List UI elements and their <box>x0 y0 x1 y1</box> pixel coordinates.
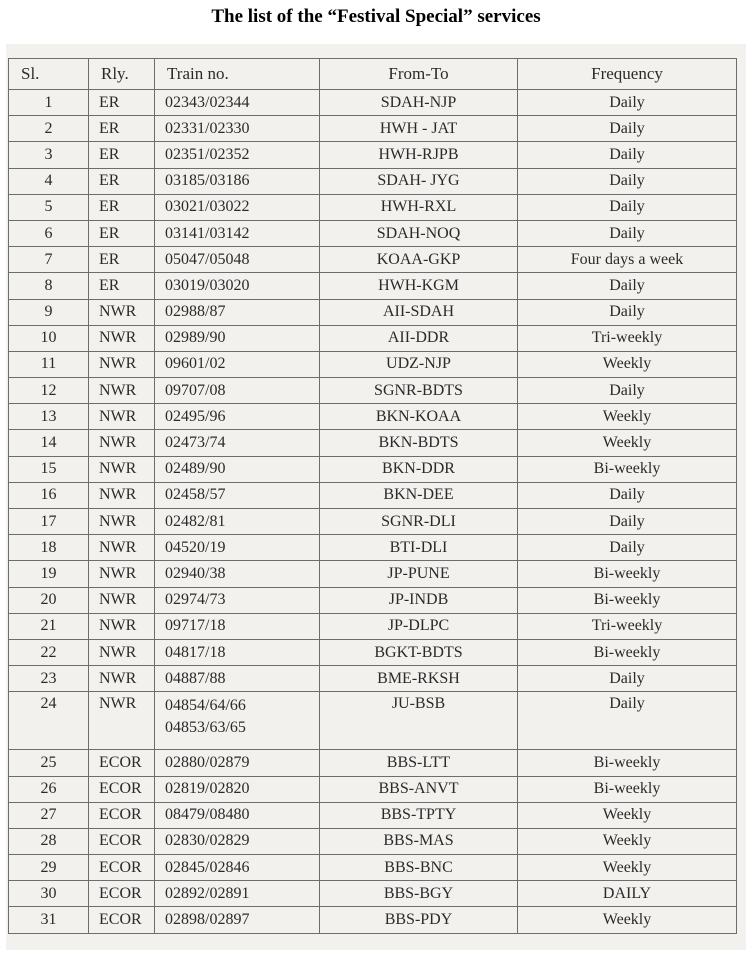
cell-frequency: Weekly <box>518 828 737 854</box>
cell-train-no <box>155 404 320 430</box>
train-number: 02343/02344 <box>165 93 250 111</box>
column-header-frequency: Frequency <box>518 59 737 90</box>
cell-from-to: SDAH-NOQ <box>320 220 518 246</box>
cell-frequency: Weekly <box>518 351 737 377</box>
cell-sl: 22 <box>9 639 89 665</box>
table-row <box>9 907 737 933</box>
cell-frequency: Bi-weekly <box>518 776 737 802</box>
cell-frequency: Daily <box>518 142 737 168</box>
cell-rly: NWR <box>89 561 155 587</box>
cell-train-no <box>155 194 320 220</box>
cell-sl: 24 <box>9 692 89 750</box>
cell-rly: NWR <box>89 482 155 508</box>
cell-rly: NWR <box>89 692 155 750</box>
table-row <box>9 456 737 482</box>
cell-from-to: BBS-ANVT <box>320 776 518 802</box>
cell-train-no <box>155 325 320 351</box>
cell-sl: 19 <box>9 561 89 587</box>
cell-sl: 13 <box>9 404 89 430</box>
cell-from-to: BBS-TPTY <box>320 802 518 828</box>
cell-frequency: Bi-weekly <box>518 561 737 587</box>
cell-train-no <box>155 907 320 933</box>
table-row <box>9 168 737 194</box>
table-row <box>9 802 737 828</box>
cell-train-no <box>155 881 320 907</box>
train-number: 04887/88 <box>165 669 226 687</box>
header-row <box>9 59 737 90</box>
cell-sl: 26 <box>9 776 89 802</box>
cell-rly: ECOR <box>89 802 155 828</box>
cell-frequency: DAILY <box>518 881 737 907</box>
cell-from-to: HWH-RXL <box>320 194 518 220</box>
cell-rly: NWR <box>89 404 155 430</box>
cell-rly: NWR <box>89 587 155 613</box>
cell-rly: NWR <box>89 299 155 325</box>
cell-sl: 30 <box>9 881 89 907</box>
train-number: 02988/87 <box>165 303 226 321</box>
cell-frequency: Weekly <box>518 430 737 456</box>
table-row <box>9 90 737 116</box>
cell-rly: ECOR <box>89 776 155 802</box>
cell-frequency: Daily <box>518 692 737 750</box>
cell-train-no <box>155 692 320 750</box>
cell-from-to: BKN-DDR <box>320 456 518 482</box>
cell-from-to: SDAH- JYG <box>320 168 518 194</box>
table-row <box>9 325 737 351</box>
cell-train-no <box>155 430 320 456</box>
page-title: The list of the “Festival Special” services <box>211 6 541 27</box>
cell-train-no <box>155 561 320 587</box>
cell-sl: 15 <box>9 456 89 482</box>
table-row <box>9 378 737 404</box>
table-body <box>9 90 737 934</box>
cell-rly: ER <box>89 168 155 194</box>
column-header-sl: Sl. <box>9 59 89 90</box>
cell-from-to: HWH-RJPB <box>320 142 518 168</box>
cell-train-no <box>155 456 320 482</box>
cell-from-to: SDAH-NJP <box>320 90 518 116</box>
cell-train-no <box>155 351 320 377</box>
cell-sl: 14 <box>9 430 89 456</box>
cell-from-to: BBS-BGY <box>320 881 518 907</box>
cell-train-no <box>155 802 320 828</box>
cell-sl: 1 <box>9 90 89 116</box>
train-number: 04817/18 <box>165 643 226 661</box>
cell-sl: 8 <box>9 273 89 299</box>
cell-rly: ECOR <box>89 828 155 854</box>
cell-rly: ECOR <box>89 881 155 907</box>
table-row <box>9 639 737 665</box>
festival-special-table <box>8 58 737 934</box>
cell-from-to: BBS-MAS <box>320 828 518 854</box>
cell-train-no <box>155 613 320 639</box>
cell-train-no <box>155 142 320 168</box>
cell-sl: 18 <box>9 535 89 561</box>
cell-train-no <box>155 168 320 194</box>
train-number: 09717/18 <box>165 617 226 635</box>
train-number: 02473/74 <box>165 434 226 452</box>
cell-rly: ER <box>89 194 155 220</box>
train-number: 02819/02820 <box>165 780 250 798</box>
cell-frequency: Tri-weekly <box>518 325 737 351</box>
train-number: 09707/08 <box>165 381 226 399</box>
cell-sl: 4 <box>9 168 89 194</box>
cell-sl: 31 <box>9 907 89 933</box>
train-number: 03019/03020 <box>165 276 250 294</box>
cell-train-no <box>155 535 320 561</box>
cell-rly: ER <box>89 90 155 116</box>
cell-frequency: Daily <box>518 273 737 299</box>
cell-rly: NWR <box>89 509 155 535</box>
cell-frequency: Bi-weekly <box>518 587 737 613</box>
cell-from-to: BTI-DLI <box>320 535 518 561</box>
cell-train-no <box>155 482 320 508</box>
train-number: 02845/02846 <box>165 858 250 876</box>
cell-from-to: SGNR-BDTS <box>320 378 518 404</box>
cell-sl: 20 <box>9 587 89 613</box>
train-number: 02974/73 <box>165 591 226 609</box>
cell-train-no <box>155 509 320 535</box>
train-number: 02940/38 <box>165 564 226 582</box>
cell-sl: 27 <box>9 802 89 828</box>
cell-sl: 21 <box>9 613 89 639</box>
column-header-rly: Rly. <box>89 59 155 90</box>
train-number: 02489/90 <box>165 460 226 478</box>
table-row <box>9 587 737 613</box>
table-row <box>9 535 737 561</box>
cell-sl: 29 <box>9 855 89 881</box>
cell-from-to: BKN-KOAA <box>320 404 518 430</box>
cell-from-to: JU-BSB <box>320 692 518 750</box>
cell-frequency: Daily <box>518 168 737 194</box>
table-row <box>9 351 737 377</box>
train-number: 02495/96 <box>165 407 226 425</box>
cell-from-to: BKN-DEE <box>320 482 518 508</box>
cell-from-to: BKN-BDTS <box>320 430 518 456</box>
cell-train-no <box>155 273 320 299</box>
cell-rly: ER <box>89 220 155 246</box>
cell-from-to: KOAA-GKP <box>320 247 518 273</box>
train-number: 02989/90 <box>165 329 226 347</box>
cell-rly: ER <box>89 273 155 299</box>
cell-frequency: Four days a week <box>518 247 737 273</box>
cell-rly: NWR <box>89 325 155 351</box>
cell-from-to: BBS-PDY <box>320 907 518 933</box>
table-row <box>9 613 737 639</box>
cell-train-no <box>155 750 320 776</box>
cell-rly: NWR <box>89 666 155 692</box>
cell-train-no <box>155 247 320 273</box>
cell-from-to: UDZ-NJP <box>320 351 518 377</box>
cell-train-no <box>155 828 320 854</box>
cell-frequency: Daily <box>518 535 737 561</box>
cell-rly: NWR <box>89 378 155 404</box>
cell-train-no <box>155 220 320 246</box>
train-number: 02482/81 <box>165 512 226 530</box>
cell-frequency: Daily <box>518 378 737 404</box>
table-row <box>9 509 737 535</box>
cell-rly: ER <box>89 247 155 273</box>
cell-from-to: AII-DDR <box>320 325 518 351</box>
cell-train-no <box>155 299 320 325</box>
cell-from-to: JP-PUNE <box>320 561 518 587</box>
cell-from-to: BGKT-BDTS <box>320 639 518 665</box>
cell-train-no <box>155 776 320 802</box>
cell-rly: NWR <box>89 351 155 377</box>
cell-sl: 9 <box>9 299 89 325</box>
cell-frequency: Bi-weekly <box>518 456 737 482</box>
train-number: 04853/63/65 <box>165 719 246 737</box>
table-row <box>9 881 737 907</box>
table-row <box>9 482 737 508</box>
table-row <box>9 247 737 273</box>
cell-from-to: JP-INDB <box>320 587 518 613</box>
train-number: 02331/02330 <box>165 119 250 137</box>
train-number: 02830/02829 <box>165 832 250 850</box>
cell-from-to: BBS-LTT <box>320 750 518 776</box>
table-row <box>9 299 737 325</box>
train-number: 08479/08480 <box>165 806 250 824</box>
cell-rly: ECOR <box>89 750 155 776</box>
train-number: 02898/02897 <box>165 911 250 929</box>
cell-train-no <box>155 378 320 404</box>
cell-sl: 3 <box>9 142 89 168</box>
cell-from-to: SGNR-DLI <box>320 509 518 535</box>
cell-train-no <box>155 666 320 692</box>
cell-rly: NWR <box>89 639 155 665</box>
cell-train-no <box>155 90 320 116</box>
table-row <box>9 561 737 587</box>
cell-from-to: BBS-BNC <box>320 855 518 881</box>
cell-from-to: AII-SDAH <box>320 299 518 325</box>
cell-train-no <box>155 587 320 613</box>
cell-sl: 7 <box>9 247 89 273</box>
cell-from-to: BME-RKSH <box>320 666 518 692</box>
train-number: 02351/02352 <box>165 145 250 163</box>
table-row <box>9 430 737 456</box>
train-number: 03185/03186 <box>165 172 250 190</box>
train-number: 02880/02879 <box>165 753 250 771</box>
cell-frequency: Daily <box>518 666 737 692</box>
cell-frequency: Weekly <box>518 907 737 933</box>
cell-frequency: Daily <box>518 299 737 325</box>
cell-frequency: Weekly <box>518 802 737 828</box>
train-number: 02458/57 <box>165 486 226 504</box>
cell-sl: 17 <box>9 509 89 535</box>
cell-sl: 23 <box>9 666 89 692</box>
column-header-train-no: Train no. <box>155 59 320 90</box>
cell-frequency: Bi-weekly <box>518 639 737 665</box>
cell-frequency: Daily <box>518 116 737 142</box>
cell-train-no <box>155 116 320 142</box>
cell-sl: 25 <box>9 750 89 776</box>
cell-sl: 11 <box>9 351 89 377</box>
table-row <box>9 692 737 750</box>
cell-frequency: Daily <box>518 220 737 246</box>
cell-sl: 12 <box>9 378 89 404</box>
table-row <box>9 194 737 220</box>
cell-rly: ECOR <box>89 907 155 933</box>
cell-sl: 16 <box>9 482 89 508</box>
cell-from-to: HWH - JAT <box>320 116 518 142</box>
cell-train-no <box>155 855 320 881</box>
cell-sl: 6 <box>9 220 89 246</box>
train-number: 09601/02 <box>165 355 226 373</box>
cell-rly: ER <box>89 116 155 142</box>
table-row <box>9 404 737 430</box>
table-row <box>9 220 737 246</box>
cell-sl: 10 <box>9 325 89 351</box>
cell-sl: 2 <box>9 116 89 142</box>
train-number: 04520/19 <box>165 538 226 556</box>
cell-frequency: Bi-weekly <box>518 750 737 776</box>
cell-frequency: Daily <box>518 509 737 535</box>
cell-from-to: JP-DLPC <box>320 613 518 639</box>
cell-frequency: Daily <box>518 482 737 508</box>
cell-rly: ER <box>89 142 155 168</box>
table-row <box>9 273 737 299</box>
cell-from-to: HWH-KGM <box>320 273 518 299</box>
cell-rly: NWR <box>89 535 155 561</box>
table-row <box>9 750 737 776</box>
cell-rly: NWR <box>89 456 155 482</box>
cell-rly: ECOR <box>89 855 155 881</box>
cell-frequency: Tri-weekly <box>518 613 737 639</box>
cell-rly: NWR <box>89 430 155 456</box>
train-number: 04854/64/66 <box>165 697 246 715</box>
table-row <box>9 776 737 802</box>
cell-train-no <box>155 639 320 665</box>
table-row <box>9 828 737 854</box>
cell-frequency: Daily <box>518 90 737 116</box>
cell-frequency: Weekly <box>518 404 737 430</box>
cell-rly: NWR <box>89 613 155 639</box>
table-row <box>9 855 737 881</box>
table-row <box>9 142 737 168</box>
train-number: 03141/03142 <box>165 224 250 242</box>
column-header-from-to: From-To <box>320 59 518 90</box>
train-number: 02892/02891 <box>165 884 250 902</box>
cell-frequency: Daily <box>518 194 737 220</box>
cell-sl: 28 <box>9 828 89 854</box>
table-row <box>9 116 737 142</box>
table-row <box>9 666 737 692</box>
cell-frequency: Weekly <box>518 855 737 881</box>
train-number: 03021/03022 <box>165 198 250 216</box>
cell-sl: 5 <box>9 194 89 220</box>
train-number: 05047/05048 <box>165 250 250 268</box>
